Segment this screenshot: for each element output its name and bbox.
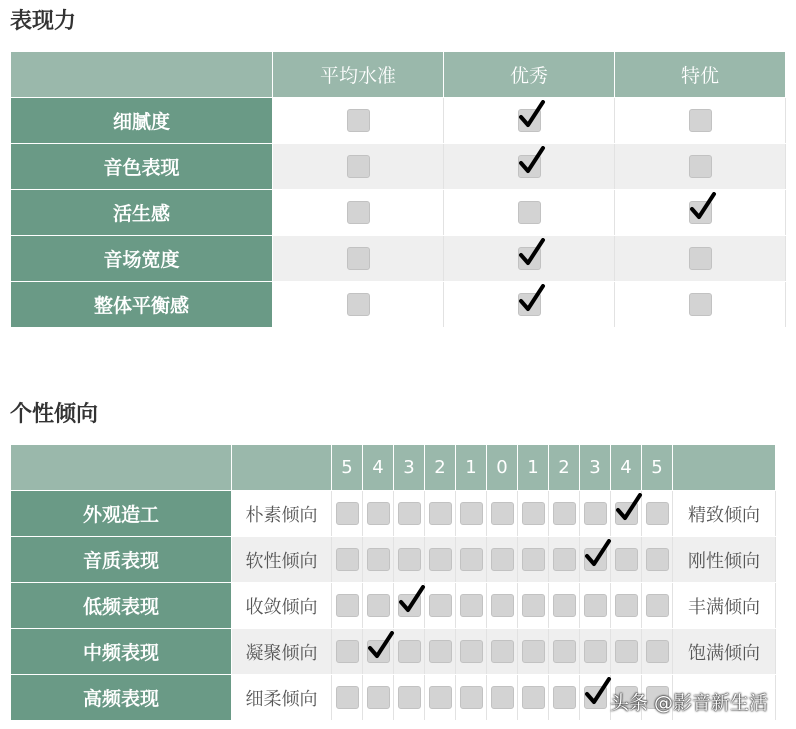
checkmark-icon (518, 146, 546, 176)
scale-checkbox[interactable] (553, 548, 576, 571)
table-row (11, 236, 786, 282)
scale-cell (580, 537, 611, 583)
performance-table (10, 51, 786, 328)
scale-cell (425, 537, 456, 583)
scale-cell (456, 675, 487, 721)
table-cell (273, 282, 444, 328)
left-tendency-label: 凝聚倾向 (232, 629, 332, 675)
scale-checkbox[interactable] (584, 686, 607, 709)
scale-header: 0 (487, 445, 518, 491)
scale-checkbox[interactable] (646, 502, 669, 525)
scale-checkbox[interactable] (553, 502, 576, 525)
scale-checkbox[interactable] (460, 686, 483, 709)
column-header-outstanding: 特优 (615, 52, 786, 98)
table-cell (273, 190, 444, 236)
scale-cell (487, 491, 518, 537)
row-label: 低频表现 (11, 583, 232, 629)
scale-cell (394, 537, 425, 583)
scale-cell (518, 491, 549, 537)
checkmark-icon (518, 238, 546, 268)
rating-checkbox[interactable] (689, 155, 712, 178)
scale-checkbox[interactable] (460, 594, 483, 617)
checkmark-icon (615, 493, 643, 523)
watermark: 头条 @影音新生活 (610, 692, 769, 714)
scale-header: 2 (549, 445, 580, 491)
scale-checkbox[interactable] (367, 594, 390, 617)
scale-checkbox[interactable] (336, 640, 359, 663)
row-label: 音色表现 (11, 144, 273, 190)
table-cell (444, 144, 615, 190)
column-header-average: 平均水准 (273, 52, 444, 98)
scale-cell (642, 583, 673, 629)
scale-cell (549, 629, 580, 675)
rating-checkbox[interactable] (347, 201, 370, 224)
scale-cell (456, 491, 487, 537)
scale-cell (580, 491, 611, 537)
scale-checkbox[interactable] (522, 640, 545, 663)
scale-checkbox[interactable] (398, 594, 421, 617)
scale-cell (394, 675, 425, 721)
column-header-excellent: 优秀 (444, 52, 615, 98)
scale-cell (518, 583, 549, 629)
scale-cell (487, 537, 518, 583)
scale-cell (518, 675, 549, 721)
table-row (11, 282, 786, 328)
table-cell (444, 98, 615, 144)
checkmark-icon (584, 539, 612, 569)
table-row (11, 629, 776, 675)
rating-checkbox[interactable] (518, 109, 541, 132)
scale-cell (642, 491, 673, 537)
scale-cell (363, 675, 394, 721)
scale-checkbox[interactable] (584, 502, 607, 525)
scale-cell (580, 675, 611, 721)
scale-checkbox[interactable] (491, 594, 514, 617)
scale-header: 5 (332, 445, 363, 491)
scale-cell (487, 675, 518, 721)
scale-checkbox[interactable] (615, 548, 638, 571)
scale-checkbox[interactable] (398, 502, 421, 525)
scale-header: 1 (518, 445, 549, 491)
left-tendency-label: 软性倾向 (232, 537, 332, 583)
scale-checkbox[interactable] (429, 502, 452, 525)
scale-checkbox[interactable] (367, 640, 390, 663)
rating-checkbox[interactable] (347, 109, 370, 132)
rating-checkbox[interactable] (689, 109, 712, 132)
scale-checkbox[interactable] (398, 640, 421, 663)
rating-checkbox[interactable] (518, 155, 541, 178)
checkmark-icon (398, 585, 426, 615)
scale-cell (518, 537, 549, 583)
right-tendency-label: 刚性倾向 (673, 537, 776, 583)
row-label: 活生感 (11, 190, 273, 236)
performance-table-corner (11, 52, 273, 98)
scale-checkbox[interactable] (491, 502, 514, 525)
table-cell (615, 282, 786, 328)
scale-checkbox[interactable] (522, 686, 545, 709)
rating-checkbox[interactable] (689, 293, 712, 316)
scale-cell (425, 675, 456, 721)
rating-checkbox[interactable] (347, 293, 370, 316)
scale-cell (394, 491, 425, 537)
scale-cell (642, 537, 673, 583)
table-cell (444, 236, 615, 282)
scale-checkbox[interactable] (615, 502, 638, 525)
row-label: 音质表现 (11, 537, 232, 583)
scale-cell (487, 583, 518, 629)
section-title-performance: 表现力 (10, 9, 77, 34)
scale-cell (456, 629, 487, 675)
table-row (11, 583, 776, 629)
table-cell (273, 98, 444, 144)
table-cell (615, 190, 786, 236)
checkmark-icon (518, 100, 546, 130)
table-cell (615, 236, 786, 282)
row-label: 音场宽度 (11, 236, 273, 282)
scale-cell (425, 583, 456, 629)
rating-checkbox[interactable] (347, 247, 370, 270)
character-table-corner (11, 445, 232, 491)
rating-checkbox[interactable] (518, 293, 541, 316)
scale-checkbox[interactable] (398, 686, 421, 709)
table-row (11, 537, 776, 583)
row-label: 整体平衡感 (11, 282, 273, 328)
scale-checkbox[interactable] (646, 548, 669, 571)
row-label: 高频表现 (11, 675, 232, 721)
table-row (11, 144, 786, 190)
checkmark-icon (518, 284, 546, 314)
scale-checkbox[interactable] (429, 594, 452, 617)
scale-cell (363, 491, 394, 537)
scale-cell (549, 491, 580, 537)
scale-checkbox[interactable] (367, 502, 390, 525)
scale-checkbox[interactable] (615, 594, 638, 617)
scale-checkbox[interactable] (460, 502, 483, 525)
scale-checkbox[interactable] (522, 594, 545, 617)
table-cell (444, 282, 615, 328)
rating-checkbox[interactable] (347, 155, 370, 178)
scale-cell (549, 537, 580, 583)
checkmark-icon (367, 631, 395, 661)
row-label: 外观造工 (11, 491, 232, 537)
scale-checkbox[interactable] (646, 640, 669, 663)
scale-cell (425, 629, 456, 675)
scale-checkbox[interactable] (429, 548, 452, 571)
scale-cell (456, 583, 487, 629)
scale-cell (425, 491, 456, 537)
table-cell (615, 144, 786, 190)
scale-checkbox[interactable] (367, 686, 390, 709)
scale-header: 4 (363, 445, 394, 491)
scale-header: 4 (611, 445, 642, 491)
table-cell (273, 144, 444, 190)
scale-cell (332, 491, 363, 537)
right-tendency-label: 精致倾向 (673, 491, 776, 537)
left-tendency-label: 朴素倾向 (232, 491, 332, 537)
table-row (11, 98, 786, 144)
table-row (11, 491, 776, 537)
scale-checkbox[interactable] (584, 640, 607, 663)
scale-checkbox[interactable] (646, 594, 669, 617)
scale-header: 1 (456, 445, 487, 491)
table-cell (444, 190, 615, 236)
scale-checkbox[interactable] (584, 548, 607, 571)
right-tendency-label: 饱满倾向 (673, 629, 776, 675)
scale-cell (611, 629, 642, 675)
scale-checkbox[interactable] (460, 548, 483, 571)
scale-header: 2 (425, 445, 456, 491)
scale-cell (611, 491, 642, 537)
scale-checkbox[interactable] (553, 594, 576, 617)
scale-cell (487, 629, 518, 675)
scale-checkbox[interactable] (336, 594, 359, 617)
left-tendency-label: 收敛倾向 (232, 583, 332, 629)
rating-checkbox[interactable] (518, 201, 541, 224)
rating-checkbox[interactable] (689, 247, 712, 270)
row-label: 细腻度 (11, 98, 273, 144)
scale-cell (549, 583, 580, 629)
character-table-corner-right (673, 445, 776, 491)
scale-cell (611, 537, 642, 583)
scale-checkbox[interactable] (336, 502, 359, 525)
row-label: 中频表现 (11, 629, 232, 675)
character-table (10, 444, 776, 721)
rating-checkbox[interactable] (689, 201, 712, 224)
scale-checkbox[interactable] (491, 686, 514, 709)
scale-checkbox[interactable] (336, 686, 359, 709)
checkmark-icon (584, 677, 612, 707)
scale-checkbox[interactable] (553, 686, 576, 709)
scale-cell (332, 629, 363, 675)
scale-checkbox[interactable] (460, 640, 483, 663)
scale-cell (363, 629, 394, 675)
scale-checkbox[interactable] (584, 594, 607, 617)
table-cell (273, 236, 444, 282)
scale-cell (456, 537, 487, 583)
rating-checkbox[interactable] (518, 247, 541, 270)
scale-checkbox[interactable] (491, 640, 514, 663)
scale-cell (394, 583, 425, 629)
left-tendency-label: 细柔倾向 (232, 675, 332, 721)
scale-cell (580, 583, 611, 629)
character-table-corner-left (232, 445, 332, 491)
scale-cell (332, 675, 363, 721)
scale-cell (580, 629, 611, 675)
scale-cell (394, 629, 425, 675)
scale-cell (518, 629, 549, 675)
scale-checkbox[interactable] (522, 502, 545, 525)
table-row (11, 190, 786, 236)
scale-cell (363, 537, 394, 583)
scale-checkbox[interactable] (398, 548, 421, 571)
scale-checkbox[interactable] (429, 686, 452, 709)
section-title-character: 个性倾向 (10, 402, 99, 427)
scale-cell (332, 537, 363, 583)
table-cell (615, 98, 786, 144)
scale-checkbox[interactable] (336, 548, 359, 571)
scale-header: 3 (394, 445, 425, 491)
scale-checkbox[interactable] (429, 640, 452, 663)
scale-cell (363, 583, 394, 629)
scale-header: 5 (642, 445, 673, 491)
scale-checkbox[interactable] (491, 548, 514, 571)
scale-checkbox[interactable] (367, 548, 390, 571)
scale-cell (332, 583, 363, 629)
scale-checkbox[interactable] (553, 640, 576, 663)
scale-cell (549, 675, 580, 721)
right-tendency-label: 丰满倾向 (673, 583, 776, 629)
scale-checkbox[interactable] (615, 640, 638, 663)
scale-checkbox[interactable] (522, 548, 545, 571)
scale-header: 3 (580, 445, 611, 491)
scale-cell (642, 629, 673, 675)
scale-cell (611, 583, 642, 629)
checkmark-icon (689, 192, 717, 222)
